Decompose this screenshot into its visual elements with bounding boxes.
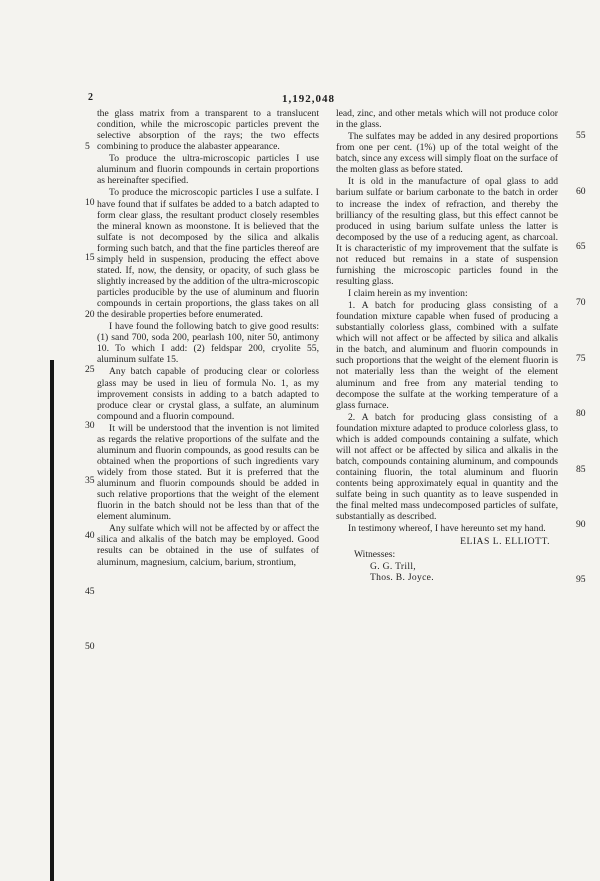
line-number: 35 [85, 475, 95, 486]
line-number: 15 [85, 252, 95, 263]
line-number: 70 [576, 297, 586, 308]
paragraph: Any batch capable of producing clear or colorless glass may be used in lieu of formula No. 1, as my improvement consists in adding to a batch adapted to produce clear or crystal glass, a sulfate, an aluminum compound and a fluorin compound. [97, 366, 319, 422]
patent-number: 1,192,048 [282, 93, 335, 105]
line-number: 80 [576, 408, 586, 419]
line-number: 5 [85, 141, 90, 152]
scan-edge-shadow [50, 360, 54, 881]
line-number: 55 [576, 130, 586, 141]
line-number: 60 [576, 186, 586, 197]
line-number: 30 [85, 420, 95, 431]
line-number: 10 [85, 197, 95, 208]
line-number: 40 [85, 530, 95, 541]
witness-name: Thos. B. Joyce. [370, 571, 434, 583]
paragraph: The sulfates may be added in any desired proportions from one per cent. (1%) up of the total weight of the batch, since any excess will simply float on the surface of the molten glass as before stated. [336, 131, 558, 176]
witnesses-heading: Witnesses: [354, 549, 396, 561]
left-column [97, 108, 319, 569]
line-number: 20 [85, 309, 95, 320]
line-number: 45 [85, 586, 95, 597]
line-number: 25 [85, 364, 95, 375]
sheet-number: 2 [88, 92, 94, 103]
claim-1: 1. A batch for producing glass consisting of a foundation mixture capable when fused of producing a substantially colorless glass, combined with a sulfate which will not affect or be affected by silica and alkalis in the batch, and aluminum and fluorin compounds in such proportions that the weight of the element fluorin is not materially less than the weight of the element aluminum and free from any material tending to decompose the sulfate at the working temperature of a glass furnace. [336, 300, 558, 411]
line-number: 75 [576, 353, 586, 364]
paragraph: To produce the ultra-microscopic particles I use aluminum and fluorin compounds in certain proportions as hereinafter specified. [97, 153, 319, 187]
paragraph: the glass matrix from a transparent to a translucent condition, while the microscopic particles prevent the selective absorption of the rays; the two effects combining to produce the alabaster appearance. [97, 108, 319, 153]
right-column [336, 108, 558, 583]
paragraph: It will be understood that the invention is not limited as regards the relative proportions of the sulfate and the aluminum and fluorin compounds, as good results can be obtained when the proportions of such ingredients vary widely from those stated. But it is preferred that the aluminum and fluorin compounds should be added in such relative proportions that the weight of the element fluorin in the batch should not be less than that of the element aluminum. [97, 422, 319, 523]
line-number: 90 [576, 519, 586, 530]
line-number: 65 [576, 241, 586, 252]
witness-name: G. G. Trill, [370, 560, 416, 572]
paragraph: Any sulfate which will not be affected by or affect the silica and alkalis of the batch may be employed. Good results can be obtained in the use of sulfates of aluminum, magnesium, calcium, barium, strontium, [97, 523, 319, 568]
paragraph: lead, zinc, and other metals which will not produce color in the glass. [336, 108, 558, 131]
paragraph: I have found the following batch to give good results: (1) sand 700, soda 200, pearlash 100, niter 50, antimony 10. To which I add: (2) feldspar 200, cryolite 55, aluminum sulfate 15. [97, 321, 319, 366]
line-number: 95 [576, 574, 586, 585]
line-number: 85 [576, 464, 586, 475]
inventor-signature: ELIAS L. ELLIOTT. [460, 536, 550, 548]
claims-intro: I claim herein as my invention: [348, 288, 468, 299]
paragraph: It is old in the manufacture of opal glass to add barium sulfate or barium carbonate to the batch in order to increase the index of refraction, and thereby the brilliancy of the resulting glass, but this effect cannot be produced in using barium sulfate unless the latter is decomposed by the use of a reducing agent, as charcoal. It is characteristic of my improvement that the sulfate is not reduced but remains in a state of suspension furnishing the microscopic particles found in the resulting glass. [336, 176, 558, 287]
claim-2: 2. A batch for producing glass consisting of a foundation mixture adapted to produce colorless glass, to which is added compounds containing a sulfate, which will not affect or be affected by silica and alkalis in the batch, compounds containing aluminum, and compounds containing fluorin, the total aluminum and fluorin contents being approximately equal in quantity and the sulfate being in such quantity as to leave suspended in the final melted mass undecomposed particles of sulfate, substantially as described. [336, 411, 558, 523]
line-number: 50 [85, 641, 95, 652]
testimony: In testimony whereof, I have hereunto set my hand. [348, 523, 546, 535]
paragraph: To produce the microscopic particles I use a sulfate. I have found that if sulfates be added to a batch adapted to form clear glass, the resultant product closely resembles the mineral known as moonstone. It is believed that the sulfate is not decomposed by the silica and alkalis forming such batch, and that the fine particles thereof are simply held in suspension, producing the effect above stated. If, now, the density, or opacity, of such glass be slightly increased by the addition of the ultra-microscopic particles producible by the use of aluminum and fluorin compounds in certain proportions, the glass takes on all the desirable properties before enumerated. [97, 187, 319, 321]
